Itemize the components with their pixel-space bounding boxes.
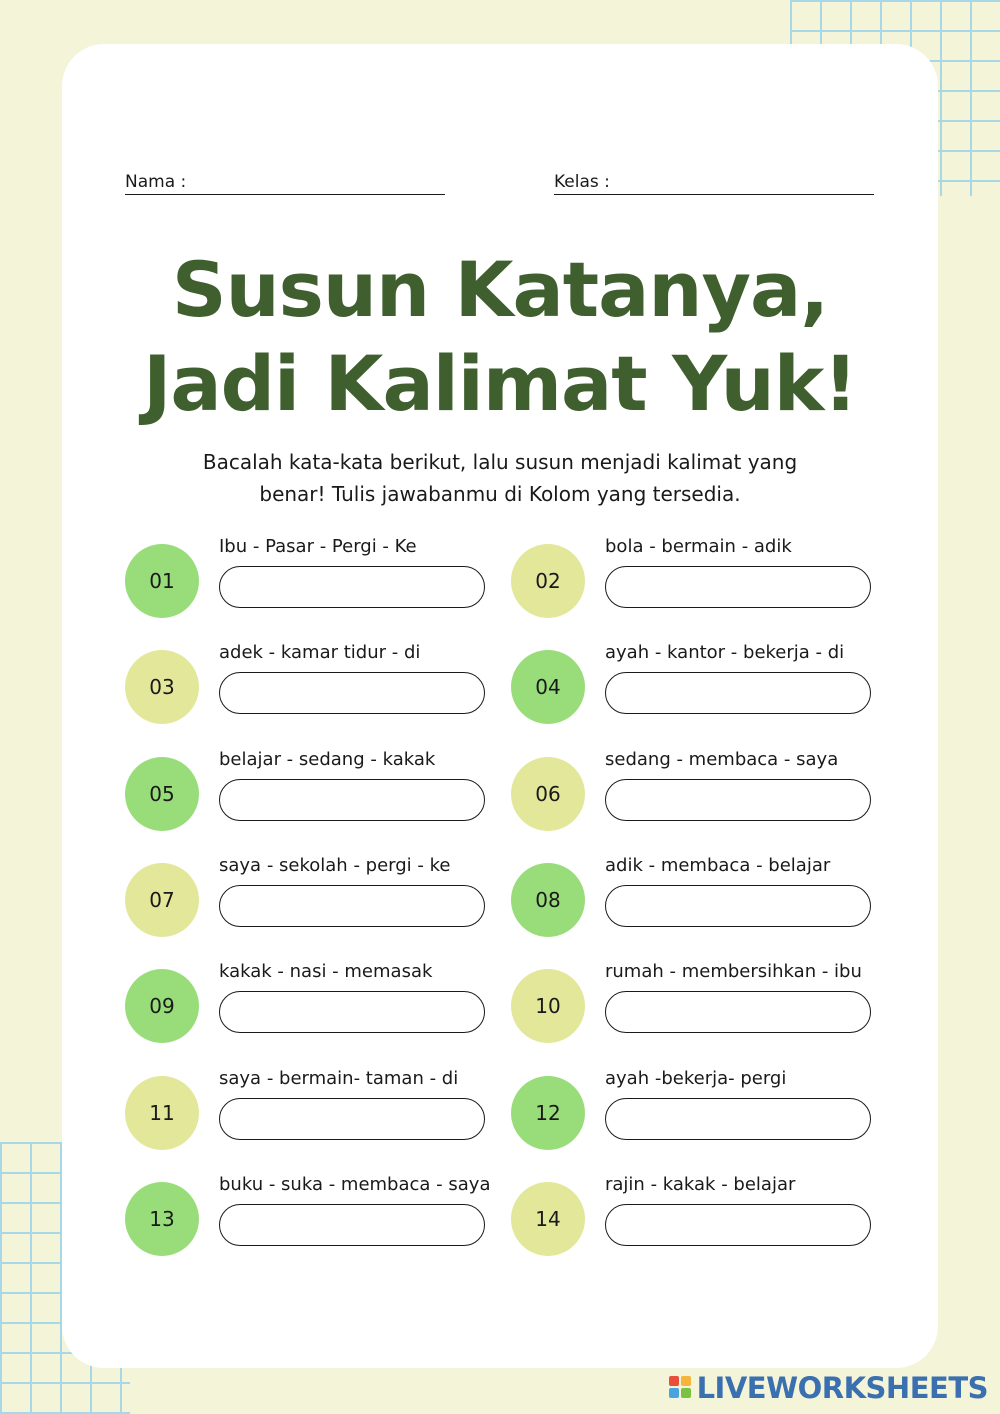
item-number-badge: 09 — [125, 969, 199, 1043]
title-line-2: Jadi Kalimat Yuk! — [143, 339, 857, 428]
item-word-list: ayah -bekerja- pergi — [605, 1067, 787, 1089]
item-word-list: sedang - membaca - saya — [605, 748, 839, 770]
instructions — [162, 446, 838, 510]
item-word-list: kakak - nasi - memasak — [219, 961, 433, 983]
item-word-list: belajar - sedang - kakak — [219, 748, 436, 770]
brand-text: LIVEWORKSHEETS — [696, 1371, 988, 1405]
answer-input[interactable] — [219, 1204, 485, 1246]
answer-input[interactable] — [219, 672, 485, 714]
exercise-item — [511, 1174, 891, 1254]
item-number-badge: 02 — [511, 544, 585, 618]
answer-input[interactable] — [219, 1098, 485, 1140]
exercise-item — [511, 642, 891, 722]
kelas-label: Kelas : — [554, 172, 610, 192]
item-number-badge: 05 — [125, 757, 199, 831]
item-word-list: saya - bermain- taman - di — [219, 1067, 459, 1089]
exercise-item — [511, 1068, 891, 1148]
item-word-list: ayah - kantor - bekerja - di — [605, 642, 845, 664]
kelas-field[interactable] — [554, 172, 874, 195]
exercise-item — [125, 749, 505, 829]
exercise-item — [511, 855, 891, 935]
instructions-line-2: benar! Tulis jawabanmu di Kolom yang tersedia. — [259, 482, 741, 506]
exercise-item — [125, 536, 505, 616]
liveworksheets-brand — [669, 1370, 988, 1406]
instructions-line-1: Bacalah kata-kata berikut, lalu susun menjadi kalimat yang — [202, 450, 798, 474]
item-number-badge: 07 — [125, 863, 199, 937]
item-word-list: saya - sekolah - pergi - ke — [219, 854, 451, 876]
exercise-item — [511, 749, 891, 829]
answer-input[interactable] — [605, 1098, 871, 1140]
answer-input[interactable] — [605, 1204, 871, 1246]
answer-input[interactable] — [219, 991, 485, 1033]
exercise-item — [125, 1068, 505, 1148]
answer-input[interactable] — [605, 885, 871, 927]
exercise-item — [511, 536, 891, 616]
item-number-badge: 11 — [125, 1076, 199, 1150]
nama-label: Nama : — [125, 172, 187, 192]
item-word-list: adek - kamar tidur - di — [219, 642, 421, 664]
answer-input[interactable] — [219, 779, 485, 821]
item-number-badge: 06 — [511, 757, 585, 831]
item-number-badge: 10 — [511, 969, 585, 1043]
answer-input[interactable] — [605, 566, 871, 608]
answer-input[interactable] — [605, 672, 871, 714]
item-number-badge: 14 — [511, 1182, 585, 1256]
item-word-list: rumah - membersihkan - ibu — [605, 961, 862, 983]
item-number-badge: 08 — [511, 863, 585, 937]
exercise-item — [125, 855, 505, 935]
worksheet-card — [62, 44, 938, 1368]
item-number-badge: 01 — [125, 544, 199, 618]
exercise-item — [125, 642, 505, 722]
item-word-list: bola - bermain - adik — [605, 536, 792, 557]
answer-input[interactable] — [219, 566, 485, 608]
item-number-badge: 04 — [511, 650, 585, 724]
item-number-badge: 12 — [511, 1076, 585, 1150]
answer-input[interactable] — [605, 779, 871, 821]
item-word-list: rajin - kakak - belajar — [605, 1173, 796, 1195]
item-word-list: buku - suka - membaca - saya — [219, 1173, 491, 1195]
exercise-item — [511, 961, 891, 1041]
nama-field[interactable] — [125, 172, 445, 195]
answer-input[interactable] — [219, 885, 485, 927]
item-number-badge: 03 — [125, 650, 199, 724]
exercise-item — [125, 961, 505, 1041]
title-line-1: Susun Katanya, — [171, 245, 829, 334]
exercise-item — [125, 1174, 505, 1254]
item-number-badge: 13 — [125, 1182, 199, 1256]
item-word-list: adik - membaca - belajar — [605, 854, 831, 876]
liveworksheets-logo-icon — [669, 1376, 693, 1400]
answer-input[interactable] — [605, 991, 871, 1033]
item-word-list: Ibu - Pasar - Pergi - Ke — [219, 536, 417, 557]
